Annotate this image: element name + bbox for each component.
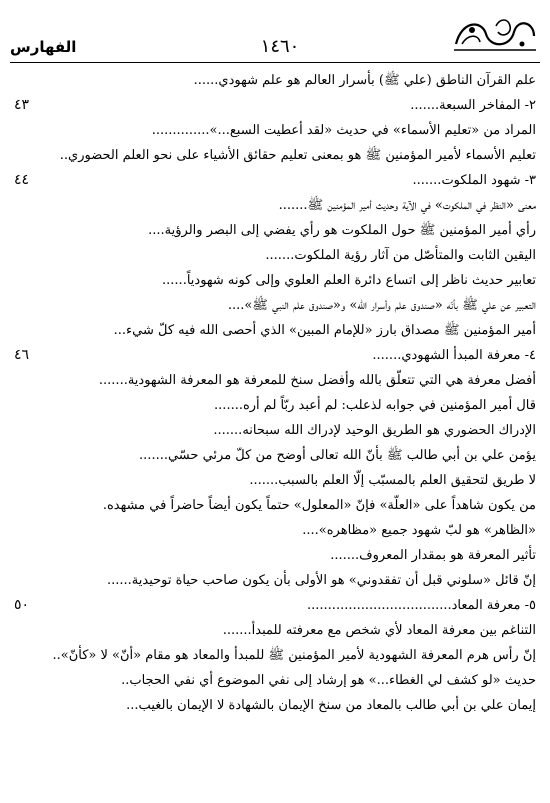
index-entry-page-number: ٤٦ — [14, 347, 30, 363]
index-entry — [14, 243, 536, 268]
index-entry-text: أفضل معرفة هي التي تتعلّق بالله وأفضل سنخ للمعرفة هو المعرفة الشهودية....... — [98, 373, 536, 388]
index-entry — [14, 293, 536, 318]
index-entry — [14, 418, 536, 443]
index-entry-text: «الظاهر» هو لبّ شهود جميع «مظاهره».... — [302, 523, 536, 538]
index-entry-page-number: ٤٤ — [14, 172, 30, 188]
index-entry-text: إنّ رأس هرم المعرفة الشهودية لأمير المؤمنين ﷺ للمبدأ والمعاد هو مقام «أنّ» لا «كأنّ».. — [52, 648, 536, 663]
index-entry — [14, 168, 536, 193]
index-entry-text: علم القرآن الناطق (علي ﷺ) بأسرار العالم هو علم شهودي...... — [193, 73, 536, 88]
index-entry — [14, 618, 536, 643]
index-entry-text: لا طريق لتحقيق العلم بالمسبّب إلّا العلم بالسبب....... — [249, 473, 536, 488]
index-entry — [14, 518, 536, 543]
index-entry-text: الإدراك الحضوري هو الطريق الوحيد لإدراك الله سبحانه....... — [213, 423, 536, 438]
index-entry — [14, 368, 536, 393]
index-entry-text: من يكون شاهداً على «العلّة» فإنّ «المعلول» حتماً يكون أيضاً حاضراً في مشهده. — [102, 498, 536, 513]
index-entry — [14, 143, 536, 168]
index-entry — [14, 643, 536, 668]
index-entry-text: ٢- المفاخر السبعة....... — [410, 98, 536, 113]
index-entry — [14, 218, 536, 243]
index-entry-page-number: ٤٣ — [14, 97, 30, 113]
index-entry-text: معنى «النظر في الملكوت» في الآية وحديث أمير المؤمنين ﷺ....... — [278, 198, 536, 213]
index-entry — [14, 443, 536, 468]
index-entry-text: ٤- معرفة المبدأ الشهودي....... — [372, 348, 536, 363]
index-entry-text: أمير المؤمنين ﷺ مصداق بارز «للإمام المبين» الذي أحصى الله فيه كلّ شيء... — [113, 323, 536, 338]
index-entry — [14, 193, 536, 218]
index-entry — [14, 593, 536, 618]
index-entry — [14, 468, 536, 493]
page-number: ١٤٦٠ — [260, 36, 300, 57]
index-entry — [14, 93, 536, 118]
index-entry-text: رأي أمير المؤمنين ﷺ حول الملكوت هو رأي يفضي إلى البصر والرؤية.... — [148, 223, 536, 238]
index-entry-text: يؤمن علي بن أبي طالب ﷺ بأنّ الله تعالى أوضح من كلّ مرئي حسّي....... — [139, 448, 536, 463]
index-entry-text: التعبير عن علي ﷺ بأنّه «صندوق علم وأسرار الله» و«صندوق علم النبي ﷺ».... — [227, 298, 536, 313]
index-entry — [14, 543, 536, 568]
index-entry-text: تعليم الأسماء لأمير المؤمنين ﷺ هو بمعنى تعليم حقائق الأشياء على نحو العلم الحضوري.. — [59, 148, 536, 163]
index-entry-page-number: ٥٠ — [14, 597, 30, 613]
page-header — [0, 0, 550, 62]
index-entry — [14, 268, 536, 293]
index-entry-text: تعابير حديث ناظر إلى اتساع دائرة العلم العلوي وإلى كونه شهودياً...... — [162, 273, 536, 288]
index-entry-text: إنّ قائل «سلوني قبل أن تفقدوني» هو الأولى بأن يكون صاحب حياة توحيدية...... — [106, 573, 536, 588]
index-entry — [14, 493, 536, 518]
index-entry — [14, 118, 536, 143]
index-entry-text: التناغم بين معرفة المعاد لأي شخص مع معرفته للمبدأ....... — [222, 623, 536, 638]
index-entry-text: إيمان علي بن أبي طالب بالمعاد من سنخ الإيمان بالشهادة لا الإيمان بالغيب... — [126, 698, 536, 713]
index-entry-text: حديث «لو كشف لي الغطاء...» هو إرشاد إلى نفي الموضوع أي نفي الحجاب.. — [121, 673, 536, 688]
index-entry-text: المراد من «تعليم الأسماء» في حديث «لقد أعطيت السبع...».............. — [151, 123, 536, 138]
index-entry — [14, 568, 536, 593]
index-entry — [14, 343, 536, 368]
index-entry-text: قال أمير المؤمنين في جوابه لذعلب: لم أعبد ربّاً لم أره....... — [214, 398, 536, 413]
ornament-icon — [452, 14, 538, 54]
running-title: الفهارس — [10, 38, 77, 56]
header-divider — [10, 62, 540, 63]
index-entry-text: ٣- شهود الملكوت....... — [412, 173, 536, 188]
index-entry — [14, 393, 536, 418]
index-entry — [14, 318, 536, 343]
index-entry-text: تأثير المعرفة هو بمقدار المعروف....... — [330, 548, 536, 563]
index-entry — [14, 668, 536, 693]
index-entry — [14, 68, 536, 93]
index-entry-text: ٥- معرفة المعاد................................... — [307, 598, 536, 613]
index-entry — [14, 693, 536, 718]
index-entry-text: اليقين الثابت والمتأصّل من آثار رؤية الملكوت....... — [265, 248, 536, 263]
index-entries — [14, 68, 536, 718]
